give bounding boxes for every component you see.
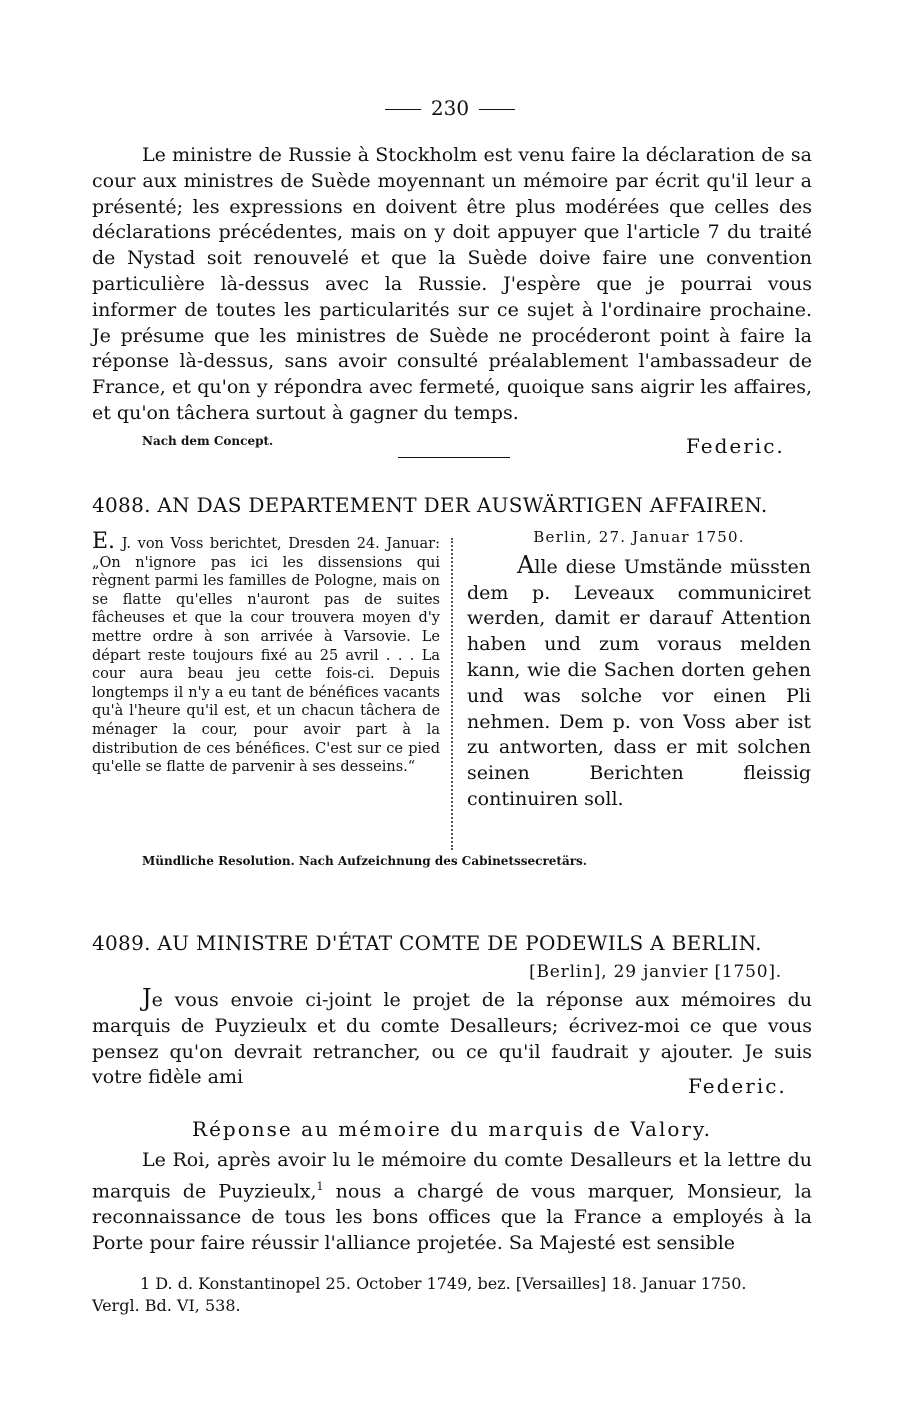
letter-4088-heading: 4088. AN DAS DEPARTEMENT DER AUSWÄRTIGEN AFFAIREN.	[92, 493, 768, 517]
voss-report-column	[92, 529, 440, 777]
drop-initial-e: E.	[92, 529, 116, 554]
response-paragraph	[92, 1148, 812, 1257]
drop-initial-a: A	[517, 550, 535, 579]
page-number: 230	[0, 96, 900, 120]
signature-federic-1: Federic.	[686, 434, 785, 458]
footnote-line-1: 1 D. d. Konstantinopel 25. October 1749, bez. [Versailles] 18. Januar 1750.	[140, 1274, 747, 1293]
opening-paragraph: Le ministre de Russie à Stockholm est venu faire la déclaration de sa cour aux ministres de Suède moyennant un mémoire par écrit qu'il leur a présenté; les expressions en doivent être plus modérées que celles des déclarations précédentes, mais on y doit appuyer que l'article 7 du traité de Nystad soit renouvelé et que la Suède doive faire une convention particulière là-dessus avec la Russie. J'espère que je pourrai vous informer de toutes les particularités sur ce sujet à l'ordinaire prochaine. Je présume que les ministres de Suède ne procéderont point à faire la réponse là-dessus, sans avoir consulté préalablement l'ambassadeur de France, et qu'on y répondra avec fermeté, quoique sans aigrir les affaires, et qu'on tâchera surtout à gagner du temps.	[92, 144, 812, 424]
source-note-resolution: Mündliche Resolution. Nach Aufzeichnung des Cabinetssecretärs.	[142, 854, 587, 868]
signature-federic-2: Federic.	[688, 1074, 787, 1098]
drop-initial-j: J	[142, 984, 152, 1012]
resolution-column	[467, 525, 811, 813]
letter-4089-text: e vous envoie ci-joint le projet de la réponse aux mémoires du marquis de Puyzieulx et du comte Desalleurs; écrivez-moi ce que vous pensez qu'on devrait retrancher, ou ce qu'il faudrait y ajouter. Je suis votre fidèle ami	[92, 989, 812, 1089]
response-text-part-a: Le Roi, après avoir lu le mémoire du comte Desalleurs et la lettre du marquis de Puyzieulx,	[92, 1149, 812, 1203]
letter-4089-date: [Berlin], 29 janvier [1750].	[529, 962, 782, 982]
footnote-reference: 1	[316, 1179, 324, 1193]
voss-report-text: J. von Voss berichtet, Dresden 24. Januar: „On n'ignore pas ici les dissensions qui règnent parmi les familles de Pologne, mais on se flatte qu'elles n'auront pas de suites fâcheuses et que la cour trouvera moyen d'y mettre ordre à son arrivée à Varsovie. Le départ reste toujours fixé au 25 avril . . . La cour aura beau jeu cette fois-ci. Depuis longtemps il n'y a eu tant de bénéfices vacants qu'à l'heure qu'il est, et un chacun tâchera de ménager la cour, pour avoir part à la distribution de ces bénéfices. C'est sur ce pied qu'elle se flatte de parvenir à ses desseins.“	[92, 536, 440, 776]
footnote	[92, 1273, 812, 1317]
section-divider	[398, 457, 510, 458]
source-note-concept: Nach dem Concept.	[142, 434, 274, 448]
response-text-part-b: nous a chargé de vous marquer, Monsieur, la reconnaissance de tous les bons offices que la France a employés à la Porte pour faire réussir l'alliance projetée. Sa Majesté est sensible	[92, 1180, 812, 1254]
response-subtitle: Réponse au mémoire du marquis de Valory.	[192, 1117, 712, 1141]
letter-4089-heading: 4089. AU MINISTRE D'ÉTAT COMTE DE PODEWILS A BERLIN.	[92, 931, 762, 955]
footnote-line-2: Vergl. Bd. VI, 538.	[92, 1296, 241, 1315]
resolution-text: lle diese Umstände müssten dem p. Leveaux communiciret werden, damit er darauf Attention haben und zum voraus melden kann, wie die Sachen dorten gehen und was solche vor einen Pli nehmen. Dem p. von Voss aber ist zu antworten, dass er mit solchen seinen Berichten fleissig continuiren soll.	[467, 555, 811, 810]
letter-4088-date: Berlin, 27. Januar 1750.	[533, 528, 745, 546]
column-separator	[451, 538, 453, 850]
resolution-paragraph	[467, 550, 811, 813]
